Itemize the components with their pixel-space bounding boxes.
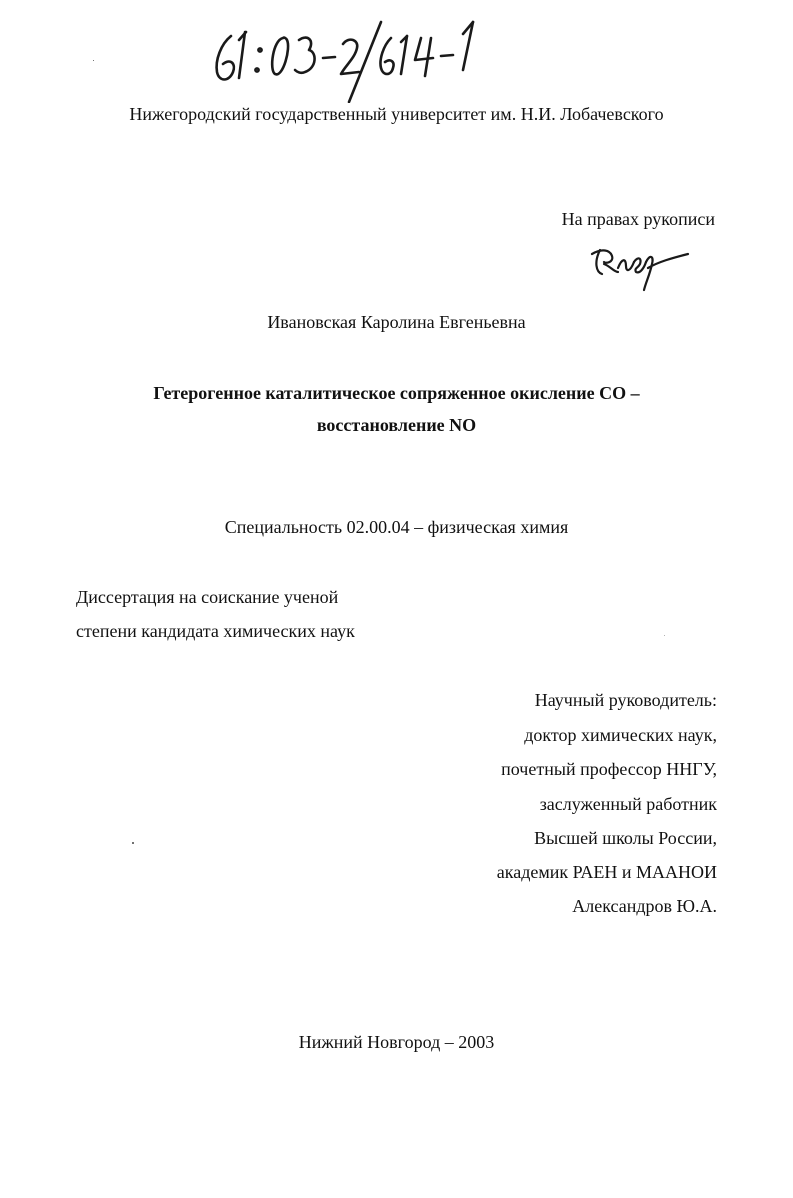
dissertation-title-line-1: Гетерогенное каталитическое сопряженное окисление CO –	[153, 383, 640, 403]
dissertation-title-line-2: восстановление NO	[316, 415, 477, 435]
specialty: Специальность 02.00.04 – физическая химия	[224, 517, 569, 537]
handwritten-signature	[588, 232, 698, 294]
scan-speck	[93, 60, 94, 61]
manuscript-rights-label: На правах рукописи	[561, 209, 715, 229]
supervisor-title: почетный профессор ННГУ,	[501, 759, 717, 779]
author-name: Ивановская Каролина Евгеньевна	[267, 312, 526, 332]
place-and-year: Нижний Новгород – 2003	[298, 1032, 495, 1052]
scan-speck	[664, 635, 665, 636]
university-name: Нижегородский государственный университет им. Н.И. Лобачевского	[129, 104, 664, 124]
supervisor-degree: доктор химических наук,	[524, 725, 717, 745]
handwritten-archive-code	[205, 8, 505, 103]
dissertation-purpose-line-1: Диссертация на соискание ученой	[76, 587, 339, 607]
dissertation-purpose-line-2: степени кандидата химических наук	[76, 621, 355, 641]
supervisor-academy: академик РАЕН и МААНОИ	[496, 862, 717, 882]
supervisor-honor-line-1: заслуженный работник	[539, 794, 717, 814]
scan-speck	[132, 842, 134, 844]
supervisor-name: Александров Ю.А.	[572, 896, 717, 916]
supervisor-honor-line-2: Высшей школы России,	[534, 828, 717, 848]
supervisor-heading: Научный руководитель:	[534, 690, 717, 710]
